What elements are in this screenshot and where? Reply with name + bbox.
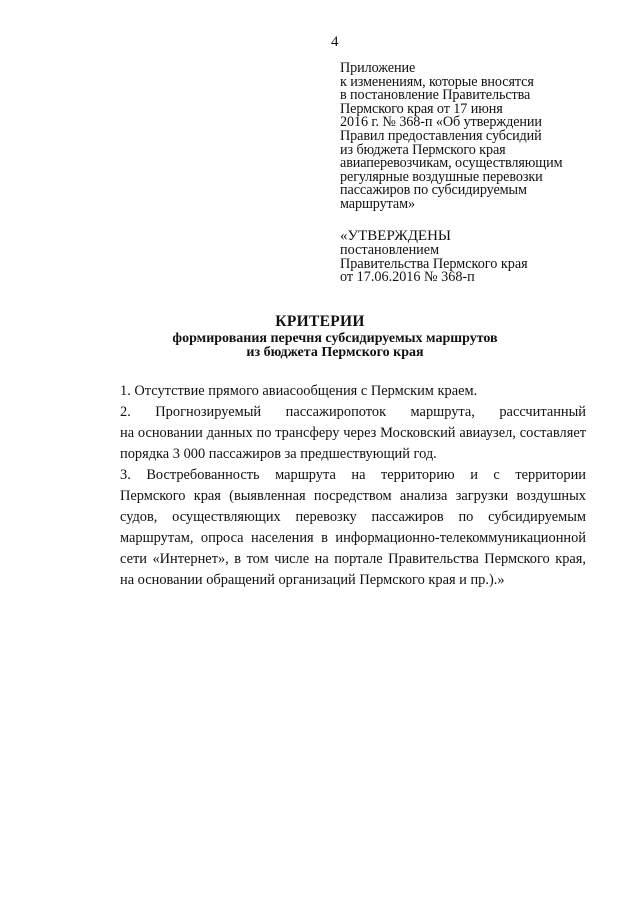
criterion-3 [87, 465, 586, 591]
paragraph-line: на основании обращений организаций Пермского края и пр.).» [120, 572, 505, 588]
appendix-line: маршрутам» [340, 195, 415, 212]
paragraph-line: судов, осуществляющих перевозку пассажиров по субсидируемым [120, 509, 586, 525]
page-number: 4 [331, 34, 339, 50]
approval-line: постановлением [340, 242, 440, 258]
appendix-line: Пермского края от 17 июня [340, 100, 503, 117]
approval-title: «УТВЕРЖДЕНЫ [340, 228, 452, 244]
approval-line: от 17.06.2016 № 368-п [340, 269, 475, 286]
appendix-line: Приложение [340, 60, 416, 76]
appendix-line: авиаперевозчикам, осуществляющим [340, 155, 563, 172]
document-subtitle [150, 332, 520, 359]
paragraph-line: Пермского края (выявленная посредством анализа загрузки воздушных [120, 488, 586, 504]
appendix-header [340, 62, 615, 212]
appendix-line: 2016 г. № 368-п «Об утверждении [340, 114, 542, 131]
paragraph-line: 2. Прогнозируемый пассажиропоток маршрута, рассчитанный [120, 404, 586, 420]
criterion-2 [87, 402, 586, 465]
paragraph-line: маршрутам, опроса населения в информационно-телекоммуникационной [120, 530, 586, 546]
subtitle-line: формирования перечня субсидируемых маршрутов [172, 331, 498, 346]
criteria-body [87, 381, 586, 591]
appendix-line: Правил предоставления субсидий [340, 127, 542, 144]
document-title: КРИТЕРИИ [275, 313, 365, 330]
subtitle-line: из бюджета Пермского края [246, 344, 424, 360]
appendix-line: к изменениям, которые вносятся [340, 73, 534, 90]
appendix-line: в постановление Правительства [340, 87, 531, 104]
paragraph-line: 3. Востребованность маршрута на территорию и с территории [120, 467, 586, 483]
appendix-line: регулярные воздушные перевозки [340, 168, 543, 185]
appendix-line: из бюджета Пермского края [340, 141, 506, 158]
criterion-1 [87, 381, 586, 402]
approval-stamp [340, 229, 615, 285]
approval-line: Правительства Пермского края [340, 255, 528, 272]
paragraph-line: порядка 3 000 пассажиров за предшествующий год. [120, 446, 437, 462]
paragraph-line: на основании данных по трансферу через Московский авиаузел, составляет [120, 425, 586, 441]
appendix-line: пассажиров по субсидируемым [340, 182, 527, 199]
paragraph-line: 1. Отсутствие прямого авиасообщения с Пермским краем. [120, 383, 478, 399]
paragraph-line: сети «Интернет», в том числе на портале Правительства Пермского края, [120, 551, 586, 567]
